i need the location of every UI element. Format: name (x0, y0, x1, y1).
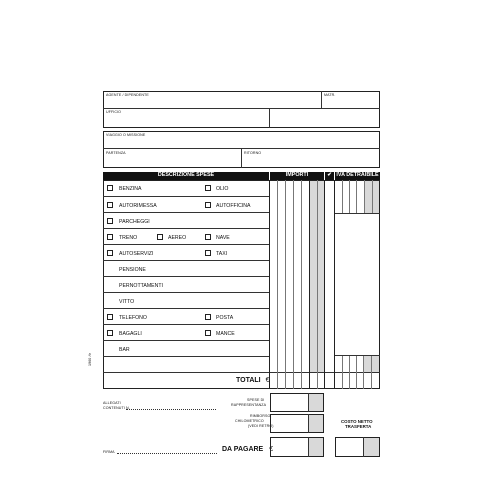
olio-label: OLIO (216, 186, 229, 192)
importi-grid (269, 180, 325, 389)
ufficio-divider (269, 108, 270, 128)
totali-importi-field[interactable] (270, 374, 324, 388)
chilometrico-label: CHILOMETRICO (235, 419, 264, 423)
agent-section-divider (103, 108, 380, 109)
viaggio-label: VIAGGIO O MISSIONE (106, 133, 146, 137)
rimborso-label: RIMBORSO (250, 414, 271, 418)
agente-label: AGENTE / DIPENDENTE (106, 93, 149, 97)
form-code: 1960 /tr (88, 353, 92, 366)
partenza-field[interactable] (104, 155, 240, 167)
pernottamenti-label: PERNOTTAMENTI (119, 283, 163, 289)
benzina-checkbox[interactable] (107, 185, 113, 191)
totali-text: TOTALI (236, 377, 261, 384)
da-pagare-shade (309, 438, 323, 456)
costo-netto-shade (364, 438, 379, 456)
totali-label (236, 377, 270, 385)
agente-field[interactable] (104, 97, 320, 107)
da-pagare-label (222, 446, 273, 454)
check-header: ✔ (325, 172, 334, 180)
autorimessa-checkbox[interactable] (107, 202, 113, 208)
bar-label: BAR (119, 347, 130, 353)
taxi-checkbox[interactable] (205, 250, 211, 256)
matr-label: MATR. (324, 93, 336, 97)
iva-top-line (335, 213, 380, 214)
iva-bottom-line (335, 355, 380, 356)
pensione-label: PENSIONE (119, 267, 146, 273)
aereo-checkbox[interactable] (157, 234, 163, 240)
trasferta-label: TRASFERTA (345, 424, 372, 429)
da-pagare-text: DA PAGARE (222, 446, 264, 453)
ritorno-label: RITORNO (244, 151, 262, 155)
taxi-label: TAXI (216, 251, 228, 257)
autofficina-label: AUTOFFICINA (216, 203, 251, 209)
costo-col (363, 437, 364, 457)
da-pagare-currency: € (269, 446, 274, 453)
bagagli-label: BAGAGLI (119, 331, 142, 337)
descrizione-header: DESCRIZIONE SPESE (103, 172, 269, 180)
aereo-label: AEREO (168, 235, 187, 241)
telefono-label: TELEFONO (119, 315, 147, 321)
mance-label: MANCE (216, 331, 235, 337)
firma-label: FIRMA (103, 450, 115, 454)
posta-checkbox[interactable] (205, 314, 211, 320)
parcheggi-label: PARCHEGGI (119, 219, 150, 225)
mance-checkbox[interactable] (205, 330, 211, 336)
nave-checkbox[interactable] (205, 234, 211, 240)
ufficio-field[interactable] (104, 114, 268, 127)
totali-iva-field[interactable] (335, 374, 379, 388)
ritorno-field[interactable] (242, 155, 379, 167)
posta-label: POSTA (216, 315, 234, 321)
ufficio-label: UFFICIO (106, 110, 122, 114)
iva-header: IVA DETRAIBILE (336, 172, 379, 178)
rappresentanza-shade (309, 394, 323, 411)
autorimessa-label: AUTORIMESSA (119, 203, 157, 209)
importi-header: IMPORTI (270, 172, 324, 180)
contenuti-label: CONTENUTI N. (103, 406, 130, 410)
contenuti-line (126, 409, 216, 410)
nave-label: NAVE (216, 235, 230, 241)
autoservizi-label: AUTOSERVIZI (119, 251, 154, 257)
viaggio-field[interactable] (104, 137, 379, 147)
autoservizi-checkbox[interactable] (107, 250, 113, 256)
allegati-label: ALLEGATI (103, 401, 121, 405)
rappresentanza-label: RAPPRESENTANZA (231, 403, 267, 407)
iva-top-grid (335, 180, 380, 214)
totali-currency: € (265, 377, 270, 384)
partenza-label: PARTENZA (106, 151, 126, 155)
parcheggi-checkbox[interactable] (107, 218, 113, 224)
vitto-label: VITTO (119, 299, 135, 305)
rapp-col (308, 393, 309, 412)
treno-label: TRENO (119, 235, 138, 241)
autofficina-checkbox[interactable] (205, 202, 211, 208)
telefono-checkbox[interactable] (107, 314, 113, 320)
spese-label: SPESE DI (247, 398, 265, 402)
costo-netto-label: COSTO NETTO (341, 419, 373, 424)
chilometrico-note: (VEDI RETRO) (248, 424, 274, 428)
pagare-col (308, 437, 309, 457)
olio-checkbox[interactable] (205, 185, 211, 191)
chilo-col (308, 414, 309, 433)
bagagli-checkbox[interactable] (107, 330, 113, 336)
treno-checkbox[interactable] (107, 234, 113, 240)
firma-field[interactable] (117, 444, 217, 453)
matr-field[interactable] (322, 97, 379, 107)
chilometrico-shade (309, 415, 323, 432)
benzina-label: BENZINA (119, 186, 142, 192)
firma-line (117, 453, 217, 454)
